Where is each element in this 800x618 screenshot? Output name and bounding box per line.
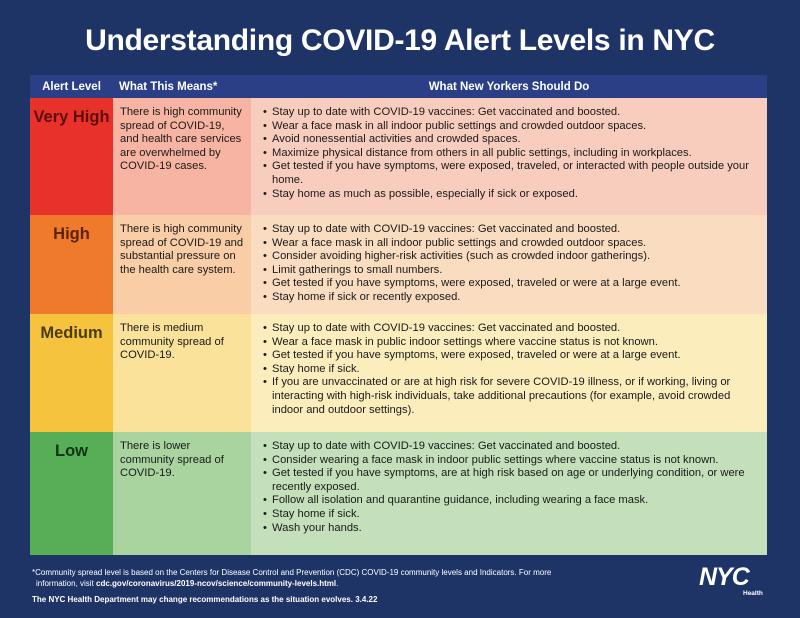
meaning-very-high: There is high community spread of COVID-19, and health care services are overwhelmed by COVID-19 cases. — [113, 98, 251, 215]
footnote-line: *Community spread level is based on the Centers for Disease Control and Prevention (CDC) COVID-19 community levels and Indicators. For more — [32, 568, 552, 577]
list-item: • Stay home if sick. — [263, 363, 759, 377]
list-item: • Consider avoiding higher-risk activities (such as crowded indoor gatherings). — [263, 250, 759, 264]
list-item: • Follow all isolation and quarantine guidance, including wearing a face mask. — [263, 494, 759, 508]
actions-list — [263, 106, 759, 201]
row-very-high — [30, 98, 767, 215]
list-item: • Stay up to date with COVID-19 vaccines: Get vaccinated and boosted. — [263, 322, 759, 336]
list-item: • Stay up to date with COVID-19 vaccines: Get vaccinated and boosted. — [263, 106, 759, 120]
list-item: • Consider wearing a face mask in indoor public settings where vaccine status is not known. — [263, 454, 759, 468]
header-alert-level: Alert Level — [30, 75, 113, 98]
disclaimer: The NYC Health Department may change recommendations as the situation evolves. 3.4.22 — [32, 595, 378, 604]
nyc-health-logo — [699, 565, 769, 601]
level-label-low: Low — [30, 432, 113, 555]
actions-low — [251, 432, 767, 555]
list-item: • Get tested if you have symptoms, were exposed, traveled or were at a large event. — [263, 277, 759, 291]
nyc-logo-mark: NYC — [699, 563, 749, 591]
meaning-high: There is high community spread of COVID-19 and substantial pressure on the health care system. — [113, 215, 251, 314]
actions-medium — [251, 314, 767, 432]
footnote-suffix: . — [336, 579, 339, 588]
list-item: • Wear a face mask in all indoor public settings and crowded outdoor spaces. — [263, 120, 759, 134]
list-item: • Get tested if you have symptoms, are at high risk based on age or underlying condition, or were recently exposed. — [263, 467, 759, 494]
level-label-medium: Medium — [30, 314, 113, 432]
meaning-medium: There is medium community spread of COVID-19. — [113, 314, 251, 432]
list-item: • Stay up to date with COVID-19 vaccines: Get vaccinated and boosted. — [263, 440, 759, 454]
footnote-continuation — [32, 578, 632, 589]
list-item: • Wash your hands. — [263, 522, 759, 536]
actions-list — [263, 440, 759, 535]
list-item: • Stay home as much as possible, especially if sick or exposed. — [263, 188, 759, 202]
level-label-very-high: Very High — [30, 98, 113, 215]
list-item: • Maximize physical distance from others in all public settings, including in workplaces. — [263, 147, 759, 161]
list-item: • Stay up to date with COVID-19 vaccines: Get vaccinated and boosted. — [263, 223, 759, 237]
list-item: • Get tested if you have symptoms, were exposed, traveled or were at a large event. — [263, 349, 759, 363]
level-label-high: High — [30, 215, 113, 314]
list-item: • Wear a face mask in public indoor settings where vaccine status is not known. — [263, 336, 759, 350]
health-wordmark: Health — [743, 590, 763, 597]
footnote — [32, 567, 632, 589]
header-what-this-means: What This Means* — [113, 75, 251, 98]
footnote-prefix: information, visit — [36, 579, 97, 588]
list-item: • Limit gatherings to small numbers. — [263, 264, 759, 278]
list-item: • Wear a face mask in all indoor public settings and crowded outdoor spaces. — [263, 237, 759, 251]
meaning-low: There is lower community spread of COVID-19. — [113, 432, 251, 555]
cdc-link[interactable]: cdc.gov/coronavirus/2019-ncov/science/community-levels.html — [96, 579, 337, 588]
alert-levels-table — [30, 75, 767, 555]
list-item: • Stay home if sick. — [263, 508, 759, 522]
table-header-row — [30, 75, 767, 98]
row-low — [30, 432, 767, 555]
list-item: • Get tested if you have symptoms, were exposed, traveled, or interacted with people outside your home. — [263, 160, 759, 187]
actions-list — [263, 322, 759, 417]
list-item: • Avoid nonessential activities and crowded spaces. — [263, 133, 759, 147]
row-medium — [30, 314, 767, 432]
header-what-to-do: What New Yorkers Should Do — [251, 75, 767, 98]
list-item: • If you are unvaccinated or are at high risk for severe COVID-19 illness, or if working, living or interacting with high-risk individuals, take additional precautions (for example, avoid crowded indoor and outdoor settings). — [263, 376, 759, 417]
row-high — [30, 215, 767, 314]
page-title: Understanding COVID-19 Alert Levels in NYC — [85, 24, 715, 57]
actions-list — [263, 223, 759, 305]
actions-high — [251, 215, 767, 314]
actions-very-high — [251, 98, 767, 215]
list-item: • Stay home if sick or recently exposed. — [263, 291, 759, 305]
